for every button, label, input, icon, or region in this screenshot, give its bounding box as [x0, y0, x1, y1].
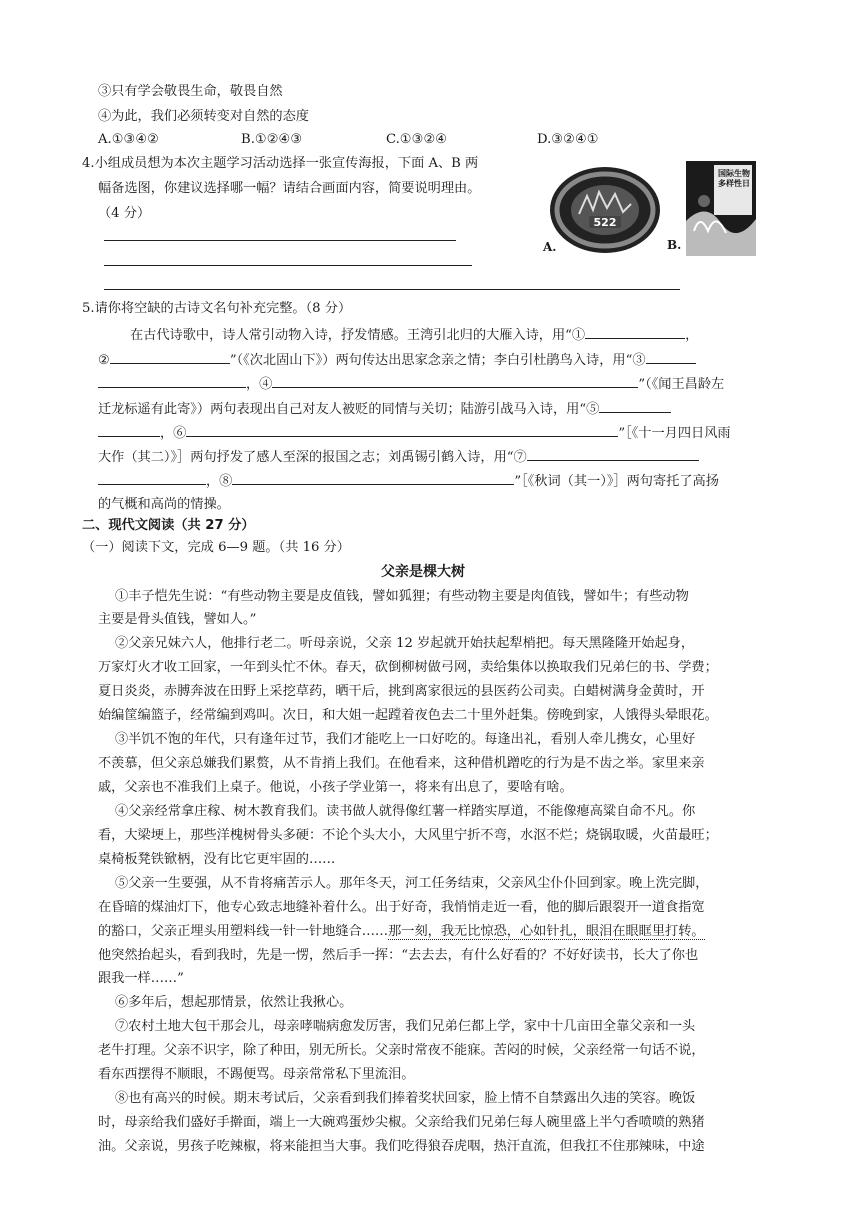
blank-3[interactable]: [98, 373, 246, 388]
para-3-line-2: 不羡慕，但父亲总嫌我们累赘，从不肯捎上我们。在他看来，这种借机蹭吃的行为是不齿之举。家里来亲: [98, 756, 705, 771]
q5-line-2-a: ②: [98, 353, 110, 368]
para-7-line-3: 看东西摆得不顺眼，不踢便骂。母亲常常私下里流泪。: [98, 1067, 415, 1082]
blank-4[interactable]: [272, 373, 638, 388]
q3-options: [98, 129, 599, 151]
para-2-line-4: 始编筐编篮子，经常编到鸡叫。次日，和大姐一起蹚着夜色去二十里外赶集。傍晚到家，人饿得头晕眼花。: [98, 708, 718, 723]
poster-a-image: [549, 166, 661, 254]
q5-line-4-text: 迁龙标遥有此寄》）两句表现出自己对友人被贬的同情与关切；陆游引战马入诗，用“⑤: [98, 402, 600, 417]
para-1-line-1: ①丰子恺先生说：“有些动物主要是皮值钱，譬如狐狸；有些动物主要是肉值钱，譬如牛；有些动物: [115, 589, 689, 604]
para-5-line-2: 在昏暗的煤油灯下，他专心致志地缝补着什么。出于好奇，我悄悄走近一看，他的脚后跟裂开一道食指宽: [98, 900, 705, 915]
q5-heading: 5.请你将空缺的古诗文名句补充完整。（8 分）: [82, 301, 352, 316]
para-8-line-2: 时，母亲给我们盛好手擀面，端上一大碗鸡蛋炒尖椒。父亲给我们兄弟仨每人碗里盛上半勺香喷喷的熟猪: [98, 1115, 705, 1130]
q5-line-7-b: ”［《秋词（其一）》］两句寄托了高扬: [514, 474, 719, 489]
poster-a-number: 522: [593, 216, 617, 229]
blank-1[interactable]: [585, 324, 685, 339]
q5-line-3-b: ”（《闻王昌龄左: [638, 377, 725, 392]
q5-line-8: 的气概和高尚的情操。: [98, 497, 230, 512]
q5-line-3-a: ，④: [246, 377, 273, 392]
q5-line-1: [130, 324, 698, 347]
q5-line-6-text: 大作（其二）》］两句抒发了感人至深的报国之志；刘禹锡引鹤入诗，用“⑦: [98, 450, 527, 465]
q5-line-5-b: ”［《十一月四日风雨: [618, 426, 731, 441]
answer-line-2: [104, 265, 472, 266]
q5-line-2-b: ”（《次北固山下》）两句传达出思家念亲之情；李白引杜鹃鸟入诗，用“③: [229, 353, 646, 368]
q5-line-6: [98, 446, 699, 469]
article-title: 父亲是棵大树: [381, 564, 465, 580]
q5-line-1-text: 在古代诗歌中，诗人常引动物入诗，抒发情感。王湾引北归的大雁入诗，用“①: [130, 328, 586, 343]
q3-item-3: ③只有学会敬畏生命，敬畏自然: [98, 84, 283, 99]
poster-b-image: [686, 161, 756, 256]
para-5-line-3-a: 的豁口，父亲正埋头用塑料线一针一针地缝合……: [98, 924, 389, 939]
blank-3-start[interactable]: [646, 349, 696, 364]
poster-b-label: B.: [667, 238, 682, 252]
blank-5-start[interactable]: [599, 398, 671, 413]
para-3-line-1: ③半饥不饱的年代，只有逢年过节，我们才能吃上一口好吃的。每逢出礼，看别人牵儿携女，心里好: [115, 732, 696, 747]
q5-line-7-a: ，⑧: [206, 474, 233, 489]
q5-line-3: [98, 373, 724, 396]
q3-option-b: B.①②④③: [241, 132, 303, 147]
q5-line-7: [98, 470, 719, 493]
poster-b-text: 国际生物多样性日: [718, 169, 750, 188]
section-2-title: 二、现代文阅读（共 27 分）: [82, 518, 255, 533]
para-8-line-1: ⑧也有高兴的时候。期末考试后，父亲看到我们捧着奖状回家，脸上情不自禁露出久违的笑容。晚饭: [115, 1091, 696, 1106]
blank-7[interactable]: [98, 470, 206, 485]
blank-7-start[interactable]: [527, 446, 699, 461]
q5-line-4: [98, 398, 671, 421]
q4-line-2: 幅备选图，你建议选择哪一幅？请结合画面内容，简要说明理由。: [98, 181, 481, 196]
section-2-subtitle: （一）阅读下文，完成 6—9 题。（共 16 分）: [82, 540, 350, 555]
q4-line-1: 4.小组成员想为本次主题学习活动选择一张宣传海报，下面 A、B 两: [82, 156, 479, 171]
blank-6[interactable]: [186, 422, 618, 437]
para-7-line-1: ⑦农村土地大包干那会儿，母亲哮喘病愈发厉害，我们兄弟仨都上学，家中十几亩田全靠父亲和一头: [115, 1019, 696, 1034]
q3-item-4: ④为此，我们必须转变对自然的态度: [98, 109, 309, 124]
para-4-line-3: 桌椅板凳铁锨柄，没有比它更牢固的……: [98, 852, 336, 867]
q3-option-a: A.①③④②: [98, 132, 160, 147]
para-2-line-2: 万家灯火才收工回家，一年到头忙不休。春天，砍倒柳树做弓网，卖给集体以换取我们兄弟仨的书、学费；: [98, 660, 718, 675]
q4-line-3: （4 分）: [98, 206, 151, 221]
para-5-line-4: 他突然抬起头，看到我时，先是一愣，然后手一挥：“去去去，有什么好看的？不好好读书，长大了你也: [98, 948, 699, 963]
para-5-line-5: 跟我一样……”: [98, 971, 184, 986]
blank-8[interactable]: [232, 470, 514, 485]
para-8-line-3: 油。父亲说，男孩子吃辣椒，将来能担当大事。我们吃得狼吞虎咽，热汗直流，但我扛不住那辣味，中途: [98, 1139, 705, 1154]
q3-option-d: D.③②④①: [537, 132, 599, 147]
para-4-line-1: ④父亲经常拿庄稼、树木教育我们。读书做人就得像红薯一样踏实厚道，不能像瘪高粱自命不凡。你: [115, 804, 696, 819]
para-2-line-1: ②父亲兄妹六人，他排行老二。听母亲说，父亲 12 岁起就开始扶起犁梢把。每天黑隆隆开始起身，: [115, 636, 695, 651]
q3-option-c: C.①③②④: [386, 132, 448, 147]
answer-line-3: [104, 289, 680, 290]
answer-line-1: [104, 240, 456, 241]
q5-line-5: [98, 422, 731, 445]
para-5-emphasis: 那一刻，我无比惊恐，心如针扎，眼泪在眼眶里打转。: [388, 924, 705, 939]
para-2-line-3: 夏日炎炎，赤膊奔波在田野上采挖草药，晒干后，挑到离家很远的县医药公司卖。白蜡树满身金黄时，开: [98, 684, 705, 699]
para-5-line-3: [98, 921, 705, 943]
para-6: ⑥多年后，想起那情景，依然让我揪心。: [115, 995, 353, 1010]
q5-line-5-a: ，⑥: [160, 426, 187, 441]
para-3-line-3: 戚，父亲也不准我们上桌子。他说，小孩子学业第一，将来有出息了，要啥有啥。: [98, 780, 573, 795]
para-5-line-1: ⑤父亲一生要强，从不肯将痛苦示人。那年冬天，河工任务结束，父亲风尘仆仆回到家。晚上洗完脚，: [115, 876, 709, 891]
para-1-line-2: 主要是骨头值钱，譬如人。”: [98, 612, 257, 627]
para-4-line-2: 看，大梁埂上，那些洋槐树骨头多硬：不论个头大小，大风里宁折不弯，水沤不烂；烧锅取暖，火苗最旺；: [98, 828, 718, 843]
q5-line-2: [98, 349, 696, 372]
poster-a-label: A.: [543, 240, 557, 254]
blank-2[interactable]: [110, 349, 230, 364]
q5-line-1-end: ，: [685, 328, 699, 343]
blank-5[interactable]: [98, 422, 160, 437]
para-7-line-2: 老牛打理。父亲不识字，除了种田，别无所长。父亲时常夜不能寐。苦闷的时候，父亲经常一句话不说，: [98, 1043, 705, 1058]
